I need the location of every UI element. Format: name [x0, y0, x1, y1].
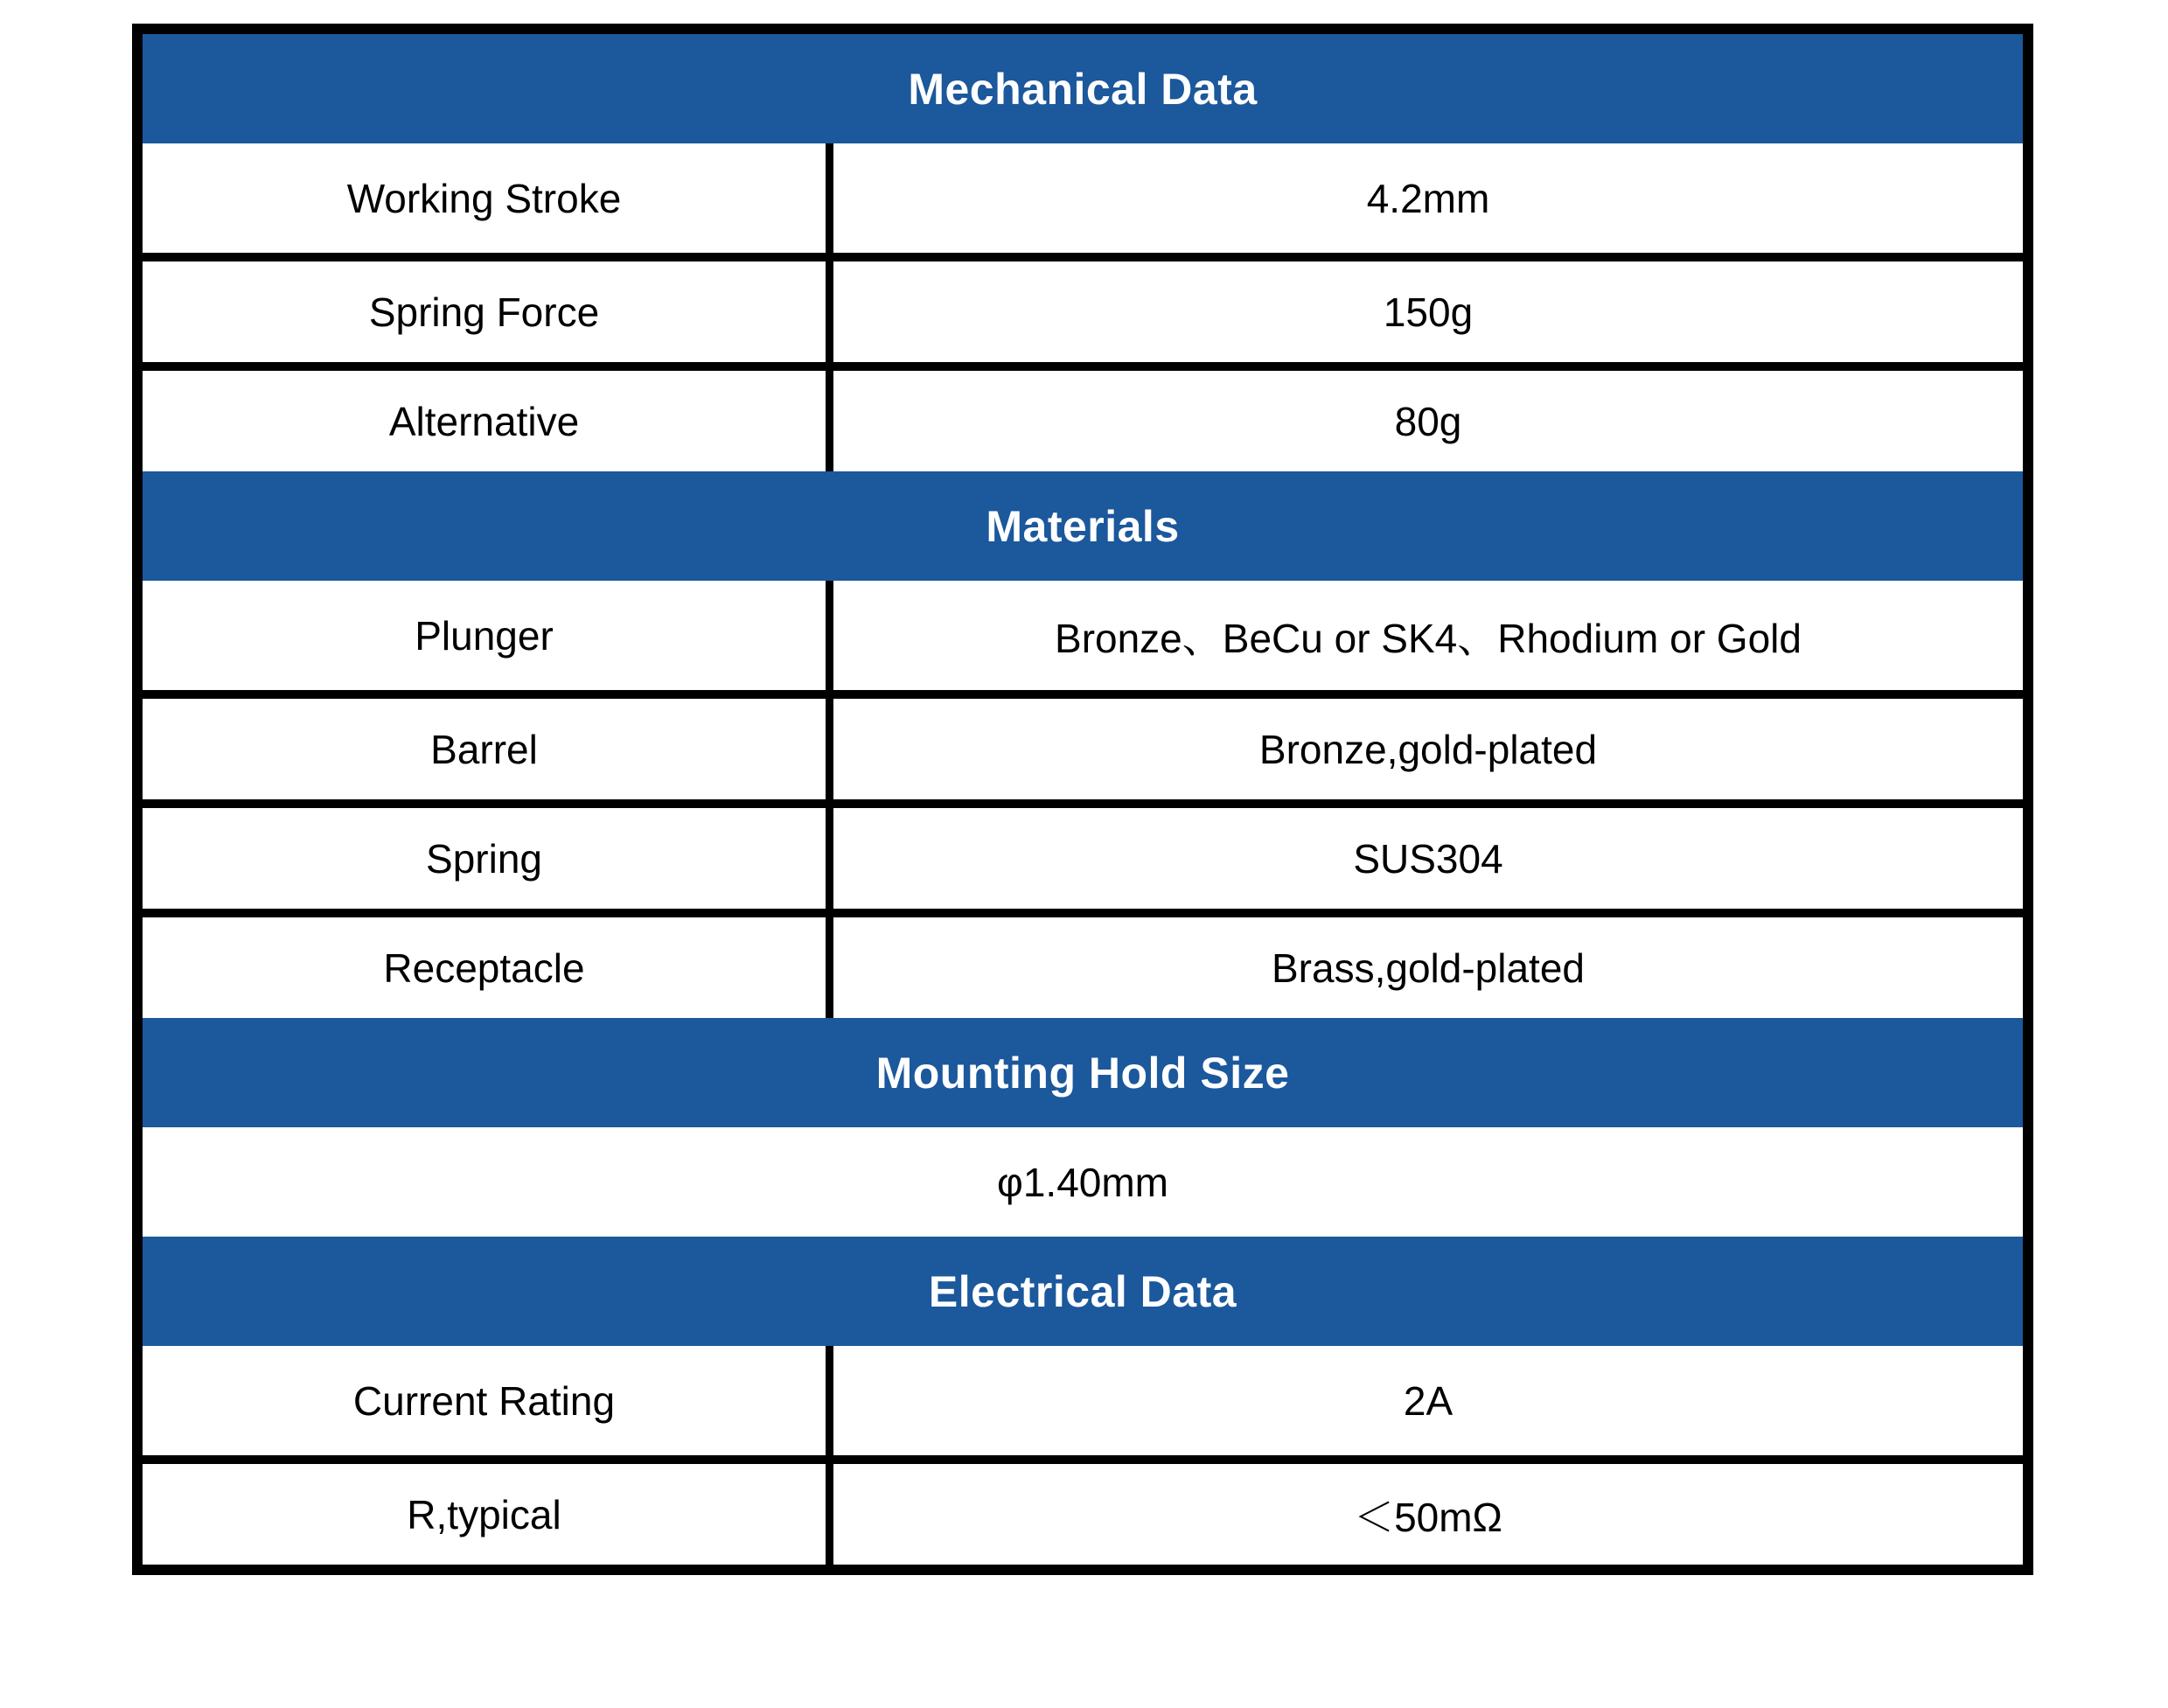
- row-value: Bronze、BeCu or SK4、Rhodium or Gold: [1055, 615, 1802, 661]
- row-label: Spring Force: [143, 261, 833, 362]
- row-value: ＜50mΩ: [1354, 1494, 1502, 1540]
- row-label: Working Stroke: [143, 143, 833, 253]
- section-header-electrical-data: [143, 1237, 2023, 1346]
- table-row-barrel: [143, 690, 2023, 799]
- row-label: R,typical: [143, 1464, 833, 1565]
- section-title: Mechanical Data: [908, 64, 1258, 114]
- section-header-mechanical-data: [143, 34, 2023, 143]
- row-value: SUS304: [1353, 835, 1503, 882]
- row-label: Receptacle: [143, 917, 833, 1018]
- row-label: Barrel: [143, 699, 833, 799]
- row-value: 4.2mm: [1366, 175, 1490, 221]
- table-row-spring: [143, 799, 2023, 909]
- table-row-working-stroke: [143, 143, 2023, 253]
- table-row-alternative: [143, 362, 2023, 471]
- section-header-materials: [143, 471, 2023, 581]
- row-value: φ1.40mm: [997, 1159, 1168, 1205]
- row-label: Current Rating: [143, 1346, 833, 1455]
- row-value: 2A: [1403, 1377, 1453, 1424]
- table-row-spring-force: [143, 253, 2023, 362]
- row-label: Alternative: [143, 371, 833, 471]
- row-value: 150g: [1383, 289, 1474, 335]
- table-row-plunger: [143, 581, 2023, 690]
- row-value: Bronze,gold-plated: [1258, 726, 1598, 772]
- table-row-receptacle: [143, 909, 2023, 1018]
- section-title: Mounting Hold Size: [875, 1048, 1290, 1098]
- table-row-r-typical: [143, 1455, 2023, 1565]
- row-label: Spring: [143, 808, 833, 909]
- section-title: Electrical Data: [928, 1266, 1237, 1316]
- table-row-current-rating: [143, 1346, 2023, 1455]
- spec-table: [132, 24, 2033, 1575]
- table-row-mounting-hold-size-value: [143, 1127, 2023, 1237]
- row-label: Plunger: [143, 581, 833, 690]
- row-value: 80g: [1394, 398, 1462, 444]
- row-value: Brass,gold-plated: [1272, 945, 1585, 991]
- section-header-mounting-hold-size: [143, 1018, 2023, 1127]
- section-title: Materials: [986, 501, 1180, 551]
